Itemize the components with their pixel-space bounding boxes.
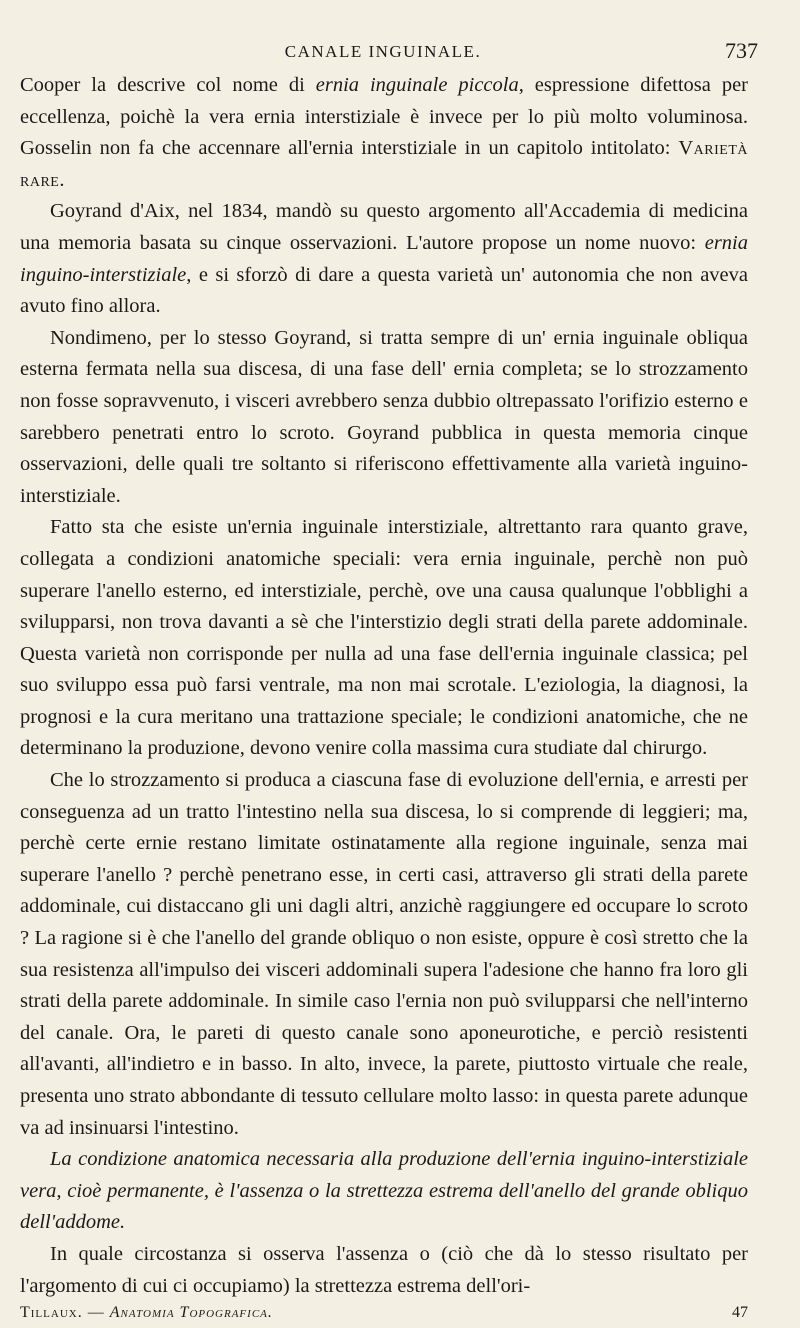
text-segment: Fatto sta che esiste un'ernia inguinale interstiziale, altrettanto rara quanto grave, collegata a condizioni anatomiche speciali: vera ernia inguinale, perchè non può superare l'anello esterno, ed interstiziale, perchè, ove una causa qualunque l'obblighi a svilupparsi, non trova davanti a sè che l'interstizio degli strati della parete addominale. Questa varietà non corrisponde per nulla ad una fase dell'ernia inguinale classica; pel suo sviluppo essa può farsi ventrale, ma non mai scrotale. L'eziologia, la diagnosi, la prognosi e la cura meritano una trattazione speciale; le condizioni anatomiche, che ne determinano la produzione, devono venire colla massima cura studiate dal chirurgo. <box>20 516 748 760</box>
footer-author: Tillaux. <box>20 1304 83 1322</box>
footer-separator: — <box>82 1304 110 1322</box>
italic-text: ernia inguinale piccola <box>315 74 519 96</box>
text-segment: , e si sforzò di dare a questa varietà un' autonomia che non aveva avuto fino allora. <box>20 263 748 318</box>
page-header <box>18 38 758 70</box>
paragraph <box>20 1144 748 1239</box>
footer-signature: 47 <box>732 1304 748 1322</box>
running-title: CANALE INGUINALE. <box>284 42 482 61</box>
paragraph <box>20 70 748 196</box>
paragraph <box>20 323 748 513</box>
footer-book-title: Anatomia Topografica. <box>109 1304 273 1322</box>
text-segment: , espressione difettosa per eccellenza, poichè la vera ernia interstiziale è invece per lo più molto voluminosa. Gosselin non fa che accennare all'ernia interstiziale in un capitolo intitolato: <box>20 74 748 160</box>
paragraph <box>20 765 748 1144</box>
text-segment: Nondimeno, per lo stesso Goyrand, si tratta sempre di un' ernia inguinale obliqua esterna fermata nella sua discesa, di una fase dell' ernia completa; se lo strozzamento non fosse sopravvenuto, i visceri avrebbero senza dubbio oltrepassato l'orifizio esterno e sarebbero penetrati entro lo scroto. Goyrand pubblica in questa memoria cinque osservazioni, delle quali tre soltanto si riferiscono effettivamente alla varietà inguino-interstiziale. <box>20 326 748 507</box>
text-segment: Goyrand d'Aix, nel 1834, mandò su questo argomento all'Accademia di medicina una memoria basata su cinque osservazioni. L'autore propose un nome nuovo: <box>20 200 748 254</box>
footer-author-title <box>20 1304 273 1322</box>
text-segment: Che lo strozzamento si produca a ciascuna fase di evoluzione dell'ernia, e arresti per conseguenza ad un tratto l'intestino nella sua discesa, lo si comprende di leggieri; ma, perchè certe ernie restano limitate ostinatamente alla regione inguinale, senza mai superare l'anello ? perchè penetrano esse, in certi casi, attraverso gli strati della parete addominale, cui distaccano gli uni dagli altri, anzichè raggiungere ed occupare lo scroto ? La ragione si è che l'anello del grande obliquo o non esiste, oppure è così stretto che la sua resistenza all'impulso dei visceri addominali supera l'adesione che hanno fra loro gli strati della parete addominale. In simile caso l'ernia non può svilupparsi che nell'interno del canale. Ora, le pareti di questo canale sono aponeurotiche, e perciò resistenti all'avanti, all'indietro e in basso. In alto, invece, la parete, piuttosto virtuale che reale, presenta uno strato abbondante di tessuto cellulare molto lasso: in questa parete adunque va ad insinuarsi l'intestino. <box>20 769 748 1139</box>
page-number: 737 <box>725 38 758 63</box>
italic-text: La condizione anatomica necessaria alla produzione dell'ernia inguino-interstiziale vera, cioè permanente, è l'assenza o la strettezza estrema dell'anello del grande obliquo dell'addome. <box>20 1148 748 1234</box>
italic-text: ernia inguino-interstiziale <box>20 231 748 286</box>
small-caps-text: Varietà rare <box>20 137 748 191</box>
text-segment: . <box>59 168 65 191</box>
text-segment: In quale circostanza si osserva l'assenza o (ciò che dà lo stesso risultato per l'argomento di cui ci occupiamo) la strettezza estrema dell'ori- <box>20 1242 748 1297</box>
paragraph <box>20 512 748 765</box>
paragraph <box>20 1239 748 1302</box>
paragraph <box>20 196 748 322</box>
text-segment: Cooper la descrive col nome di <box>20 74 316 96</box>
body-text <box>20 70 748 1302</box>
page-footer <box>20 1304 748 1328</box>
